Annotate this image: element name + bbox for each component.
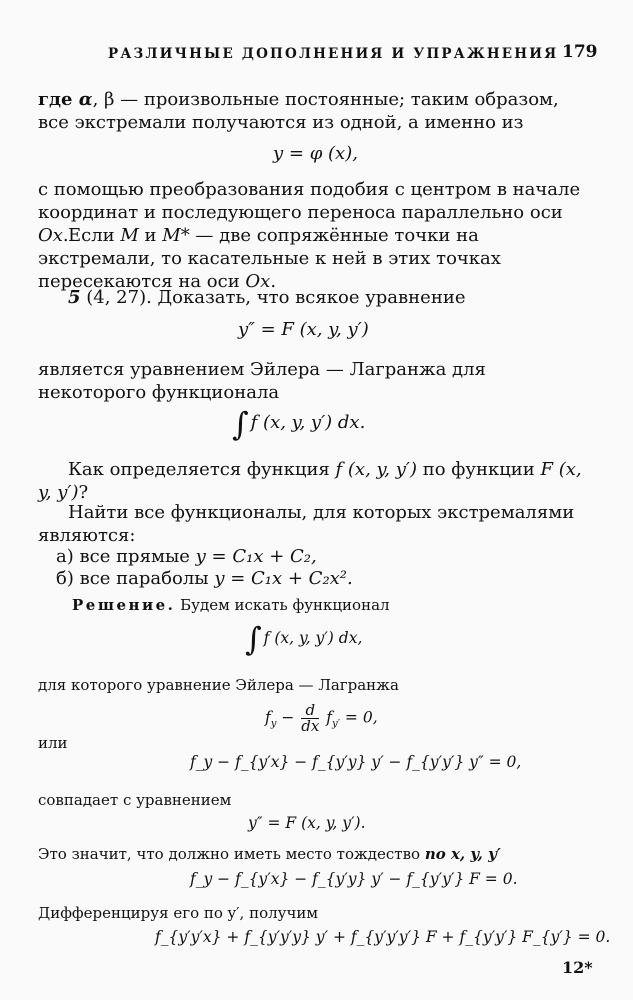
formula-y-double-prime: y″ = F (x, y, y′) (238, 319, 369, 340)
page-number: 179 (562, 42, 598, 62)
integral-sign-icon: ∫ (245, 620, 262, 658)
formula-functional-2: ∫ f (x, y, y′) dx, (245, 620, 363, 658)
running-title: РАЗЛИЧНЫЕ ДОПОЛНЕНИЯ И УПРАЖНЕНИЯ (108, 46, 559, 62)
formula-differentiated: f_{y′y′x} + f_{y′y′y} y′ + f_{y′y′y′} F + f_{y′y′} F_{y′} = 0. (155, 928, 611, 946)
question-how-determined: Как определяется функция f (x, y, y′) по функции F (x, y, y′)? (38, 459, 582, 503)
formula-functional-1: ∫ f (x, y, y′) dx. (232, 405, 366, 443)
problem-5-statement: 5 (4, 27). Доказать, что всякое уравнение (68, 287, 466, 308)
solution-intro: Решение. Будем искать функционал (72, 596, 390, 614)
formula-y-double-prime-2: y″ = F (x, y, y′). (248, 814, 366, 832)
list-item-parabolas: б) все параболы y = C₁x + C₂x². (56, 568, 353, 589)
formula-identity: f_y − f_{y′x} − f_{y′y} y′ − f_{y′y′} F = 0. (190, 870, 518, 888)
paragraph-euler-lagrange: является уравнением Эйлера — Лагранжа для некоторого функционала (38, 359, 486, 403)
paragraph-for-which: для которого уравнение Эйлера — Лагранжа (38, 676, 399, 694)
formula-euler-equation: $f_y$ − $\frac{d}{dx}$ $f_{y'} = 0$, (265, 701, 378, 735)
paragraph-similarity: с помощью преобразования подобия с центром в начале координат и последующего переноса параллельно оси Ox. (38, 179, 581, 246)
signature-mark: 12* (562, 958, 593, 977)
paragraph-coincides: совпадает с уравнением (38, 791, 232, 809)
list-item-lines: а) все прямые y = C₁x + C₂, (56, 546, 317, 567)
task-find-functionals: Найти все функционалы, для которых экстремалями являются: (38, 502, 575, 546)
formula-expanded-euler: f_y − f_{y′x} − f_{y′y} y′ − f_{y′y′} y″ = 0, (190, 753, 522, 771)
paragraph-differentiating: Дифференцируя его по y′, получим (38, 904, 319, 922)
paragraph-conjugate-points: Если M и M* — две сопряжённые точки на экстремали, то касательные к ней в этих точках пересекаются на оси Ox. (38, 225, 501, 292)
formula-y-phi: y = φ (x), (273, 143, 358, 164)
integral-sign-icon: ∫ (232, 405, 249, 443)
derivative-fraction: $\frac{d}{dx}$ (301, 701, 320, 735)
paragraph-constants: где α, β — произвольные постоянные; таким образом, все экстремали получаются из одной, а именно из (38, 89, 559, 133)
paragraph-identity: Это значит, что должно иметь место тождество по x, y, y′ (38, 845, 501, 863)
word-or: или (38, 734, 68, 752)
